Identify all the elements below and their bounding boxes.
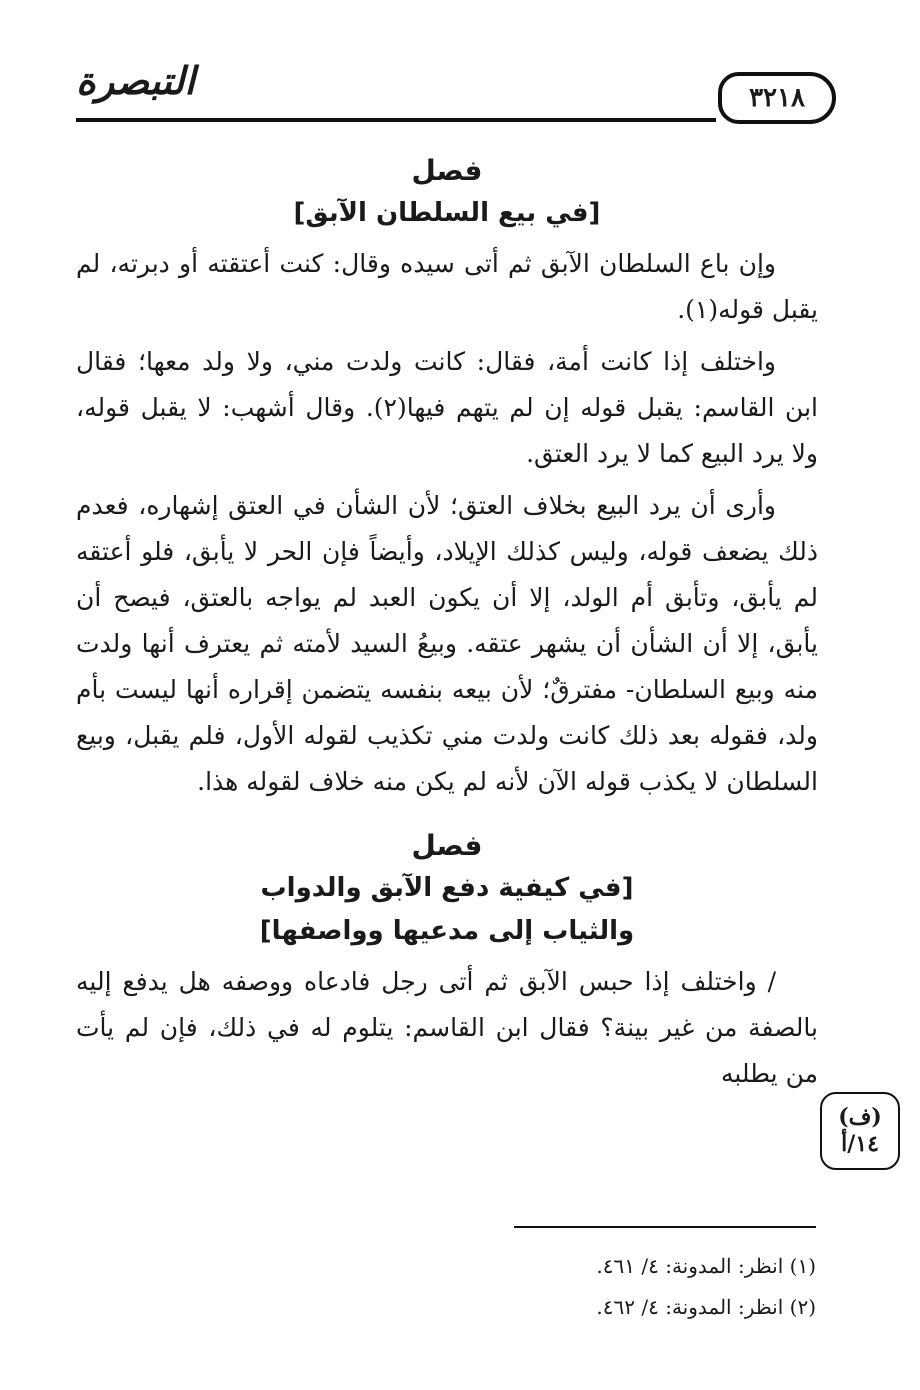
folio-number: ١٤/أ bbox=[841, 1131, 879, 1157]
manuscript-folio-note bbox=[820, 1092, 900, 1170]
section-title: [في كيفية دفع الآبق والدواب bbox=[260, 872, 634, 903]
page-number: ٣٢١٨ bbox=[718, 72, 836, 124]
footnotes bbox=[430, 1246, 816, 1328]
paragraph: وأرى أن يرد البيع بخلاف العتق؛ لأن الشأن في العتق إشهاره، فعدم ذلك يضعف قوله، وليس كذلك الإيلاد، وأيضاً فإن الحر لا يأبق، فلو أعتقه لم يأبق، وتأبق أم الولد، إلا أن يكون العبد لم يواجه بالعتق، فيصح أن يأبق، إلا أن الشأن أن يشهر عتقه. وبيعُ السيد لأمته ثم يعترف أنها ولدت منه وبيع السلطان- مفترقٌ؛ لأن بيعه بنفسه يتضمن إقراره أنها ليست بأم ولد، فقوله بعد ذلك كانت ولدت مني تكذيب لقوله الأول، فلم يقبل، وبيع السلطان لا يكذب قوله الآن لأنه لم يكن منه خلاف لقوله هذا. bbox=[76, 490, 818, 796]
section-heading: فصل bbox=[411, 154, 483, 187]
header-rule bbox=[76, 118, 716, 122]
footnote: (٢) انظر: المدونة: ٤/ ٤٦٢. bbox=[596, 1295, 816, 1319]
book-title: التبصرة bbox=[76, 58, 195, 103]
folio-label: (ف) bbox=[838, 1103, 882, 1130]
section-heading: فصل bbox=[411, 828, 483, 862]
footnote: (١) انظر: المدونة: ٤/ ٤٦١. bbox=[596, 1254, 816, 1278]
footnote-separator bbox=[514, 1226, 816, 1228]
page-header bbox=[76, 58, 836, 128]
paragraph: واختلف إذا كانت أمة، فقال: كانت ولدت مني، ولا ولد معها؛ فقال ابن القاسم: يقبل قوله إن لم يتهم فيها(٢). وقال أشهب: لا يقبل قوله، ولا يرد البيع كما لا يرد العتق. bbox=[76, 346, 818, 468]
paragraph: / واختلف إذا حبس الآبق ثم أتى رجل فادعاه ووصفه هل يدفع إليه بالصفة من غير بينة؟ فقال ابن القاسم: يتلوم له في ذلك، فإن لم يأت من يطلبه bbox=[76, 966, 818, 1088]
section-title: [في بيع السلطان الآبق] bbox=[293, 198, 601, 228]
section-title-continued: والثياب إلى مدعيها وواصفها] bbox=[259, 915, 635, 946]
paragraph: وإن باع السلطان الآبق ثم أتى سيده وقال: كنت أعتقته أو دبرته، لم يقبل قوله(١). bbox=[76, 248, 818, 324]
main-text bbox=[76, 150, 818, 1103]
